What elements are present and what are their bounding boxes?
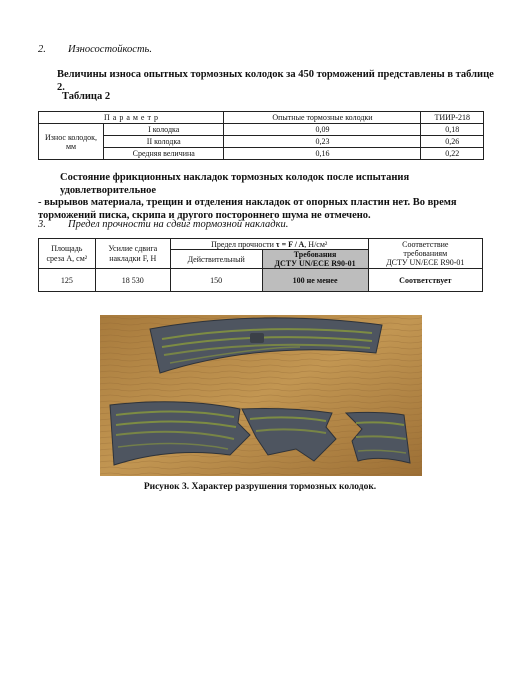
section-3-title: Предел прочности на сдвиг тормозной накладки. [68, 219, 289, 230]
table-cell-exp: 0,16 [224, 148, 421, 160]
header-force-line-2: накладки F, Н [109, 253, 157, 263]
table-cell-param: I колодка [104, 124, 224, 136]
header-compliance [368, 239, 482, 269]
table-header-experimental: Опытные тормозные колодки [224, 112, 421, 124]
wear-table [38, 111, 484, 160]
header-limit-prefix: Предел прочности [211, 239, 276, 249]
cell-actual: 150 [170, 269, 262, 292]
header-compliance-line-2: требованиям [403, 249, 448, 258]
conclusion-line-2: - вырывов материала, трещин и отделения накладок от опорных пластин нет. Во время [38, 197, 457, 208]
conclusion-line-3: торможений писка, скрипа и другого постороннего шума не отмечено. [38, 209, 371, 221]
section-2-number: 2. [38, 44, 46, 55]
table-cell-exp: 0,09 [224, 124, 421, 136]
cell-area: 125 [39, 269, 96, 292]
table-header-param: П а р а м е т р [39, 112, 224, 124]
header-required-line-1: Требования [293, 250, 337, 259]
table-row [39, 269, 483, 292]
header-area-line-2: среза А, см² [46, 253, 88, 263]
shear-table [38, 238, 483, 292]
table-row [39, 136, 484, 148]
table-row [39, 239, 483, 250]
header-compliance-line-1: Соответствие [402, 240, 449, 249]
table-2-label: Таблица 2 [62, 91, 111, 102]
header-actual: Действительный [170, 250, 262, 269]
section-2-conclusion [38, 172, 500, 222]
conclusion-line-1: Состояние фрикционных накладок тормозных колодок после испытания удовлетворительное [60, 172, 410, 196]
table-cell-ref: 0,26 [421, 136, 484, 148]
header-force [95, 239, 170, 269]
section-2-title: Износостойкость. [68, 44, 152, 55]
table-cell-param: II колодка [104, 136, 224, 148]
brake-pads-illustration [100, 315, 422, 476]
cell-required: 100 не менее [262, 269, 368, 292]
header-required-line-2: ДСТУ UN/ECE R90-01 [274, 259, 356, 268]
table-row [39, 148, 484, 160]
section-3-heading [38, 219, 288, 230]
wear-group-label: Износ колодок, мм [39, 124, 104, 160]
pad-clip [250, 333, 264, 343]
table-header-reference: ТИИР-218 [421, 112, 484, 124]
section-2-heading [38, 44, 152, 55]
table-cell-exp: 0,23 [224, 136, 421, 148]
table-cell-ref: 0,18 [421, 124, 484, 136]
cell-compliance: Соответствует [368, 269, 482, 292]
brake-pads-photo [100, 315, 422, 476]
section-2-intro: Величины износа опытных тормозных колодок за 450 торможений представлены в таблице 2. [57, 69, 494, 93]
header-required [262, 250, 368, 269]
table-cell-ref: 0,22 [421, 148, 484, 160]
figure-caption: Рисунок 3. Характер разрушения тормозных колодок. [143, 482, 377, 492]
header-limit-formula: τ = F / A [275, 239, 305, 249]
header-area [39, 239, 96, 269]
section-3-number: 3. [38, 219, 46, 230]
table-cell-param: Средняя величина [104, 148, 224, 160]
header-limit-unit: , Н/см² [304, 239, 328, 249]
cell-force: 18 530 [95, 269, 170, 292]
header-limit [170, 239, 368, 250]
header-force-line-1: Усилие сдвига [108, 243, 158, 253]
table-row [39, 124, 484, 136]
header-area-line-1: Площадь [51, 243, 83, 253]
table-row [39, 112, 484, 124]
header-compliance-line-3: ДСТУ UN/ECE R90-01 [386, 258, 465, 267]
